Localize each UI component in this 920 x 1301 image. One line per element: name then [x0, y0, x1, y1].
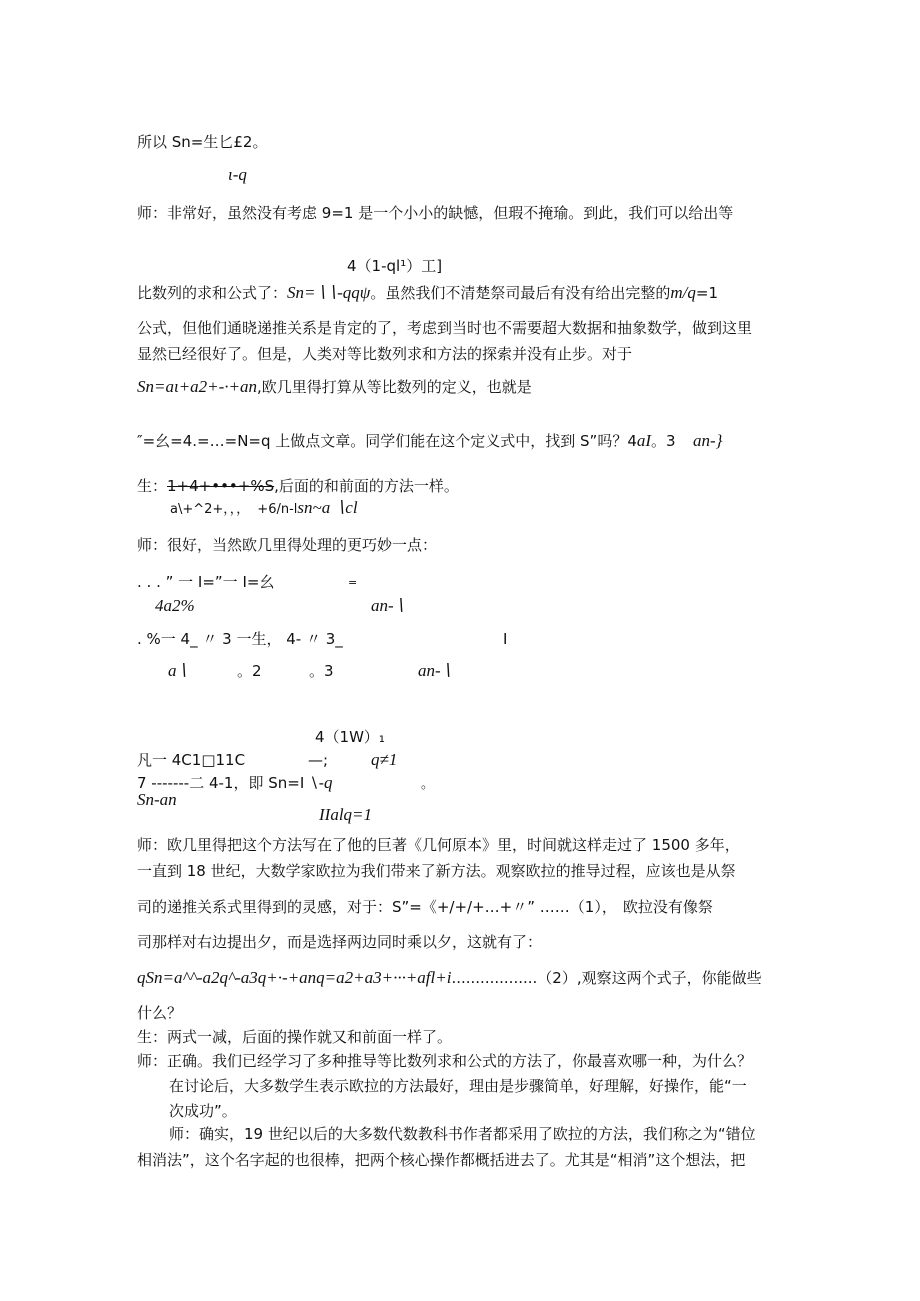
text-line: 师：确实，19 世纪以后的大多数代数教科书作者都采用了欧拉的方法，我们称之为“错位	[169, 1125, 756, 1143]
math-fragment: Sn=∖∖-qqψ	[287, 283, 371, 302]
text-span: 欧拉没有像祭	[622, 898, 713, 916]
text-fragment: 。2	[237, 662, 262, 680]
math-fragment: m/q	[670, 283, 696, 302]
math-fragment: an-}	[693, 431, 723, 450]
text-span: 7 -------二 4-1，即 Sn=I ∖-	[137, 774, 324, 792]
math-fragment: qSn=a^^-a2q^-a3q+·-+anq=a2+a3+···+afl+i	[137, 968, 452, 987]
text-line: 师：非常好，虽然没有考虑 9=1 是一个小小的缺憾，但瑕不掩瑜。到此，我们可以给出等	[137, 204, 734, 222]
text-line	[170, 498, 358, 520]
text-line: 师：欧几里得把这个方法写在了他的巨著《几何原本》里，时间就这样走过了 1500 多年，	[137, 836, 740, 854]
text-line: 相消法”，这个名字起的也很棒，把两个核心操作都概括进去了。尤其是“相消”这个想法，把	[137, 1151, 746, 1169]
text-line: 所以 Sn=生匕£2。	[137, 133, 268, 151]
math-fragment: q≠1	[371, 750, 398, 769]
text-line	[137, 897, 713, 917]
text-span: ,欧几里得打算从等比数列的定义，也就是	[257, 378, 532, 396]
math-fragment: aI	[636, 431, 652, 450]
math-fragment: a∖	[168, 661, 188, 680]
math-fragment: Sn=aι+a2+-·+an	[137, 377, 258, 396]
text-fragment: I	[503, 630, 508, 648]
text-line	[137, 377, 532, 397]
text-line: 一直到 18 世纪，大数学家欧拉为我们带来了新方法。观察欧拉的推导过程，应该也是从祭	[137, 862, 736, 880]
text-span: =1	[695, 284, 718, 302]
text-fragment: =	[348, 576, 358, 589]
text-fragment: —;	[308, 751, 329, 769]
math-fragment: ι-q	[228, 165, 247, 184]
text-span: ″=幺=4.=…=N=q 上做点文章。同学们能在这个定义式中，找到 S”吗？4	[137, 432, 637, 450]
formula-numerator: 4（1W）₁	[315, 728, 385, 746]
text-line	[137, 431, 676, 451]
text-line: 在讨论后，大多数学生表示欧拉的方法最好，理由是步骤简单，好理解，好操作，能“一	[169, 1077, 747, 1095]
text-span: 。3	[651, 432, 676, 450]
struck-formula: 1+4+•••+%S	[167, 477, 275, 495]
text-line	[137, 968, 762, 988]
text-line	[137, 283, 718, 303]
text-span: ,后面的和前面的方法一样。	[274, 477, 459, 495]
text-line: 司那样对右边提出夕，而是选择两边同时乘以夕，这就有了：	[137, 933, 543, 951]
text-fragment: 。3	[309, 662, 334, 680]
text-line: 师：正确。我们已经学习了多种推导等比数列求和公式的方法了，你最喜欢哪一种，为什么？	[137, 1052, 753, 1070]
text-span: 比数列的求和公式了：	[137, 284, 288, 302]
text-line	[137, 476, 459, 496]
math-fragment: an-∖	[371, 596, 405, 615]
text-line: 凡一 4C1□11C	[137, 751, 246, 769]
formula-numerator: 4（1-ql¹）工]	[347, 257, 443, 275]
math-fragment: sn~a ∖cl	[297, 498, 358, 517]
math-fragment: 4a2%	[155, 596, 195, 615]
text-span: 司的递推关系式里得到的灵感，对于：S”=《+/+/+…+〃” ……（1），	[137, 898, 617, 916]
text-line: . %一 4_ 〃 3 一生， 4- 〃 3_	[137, 630, 343, 648]
text-line: 生：两式一减，后面的操作就又和前面一样了。	[137, 1028, 453, 1046]
text-span: +6/n-l	[257, 502, 298, 517]
text-line: 什么？	[137, 1004, 183, 1022]
text-span: ..................（2）,观察这两个式子，你能做些	[451, 969, 762, 987]
text-line: 师：很好，当然欧几里得处理的更巧妙一点：	[137, 536, 438, 554]
math-fragment: IIalq=1	[319, 805, 373, 824]
text-line: 公式，但他们通晓递推关系是肯定的了，考虑到当时也不需要超大数据和抽象数学，做到这里	[137, 319, 753, 337]
text-line: 次成功”。	[169, 1102, 237, 1120]
math-fragment: Sn-an	[137, 790, 177, 809]
math-fragment: q	[324, 773, 333, 792]
text-span: a\+^2+，，，	[170, 502, 250, 517]
text-span: 生：	[137, 477, 168, 495]
text-fragment: 。	[421, 777, 435, 792]
text-line: . . . ” 一 I=”一 I=幺	[137, 573, 275, 591]
text-line: 显然已经很好了。但是，人类对等比数列求和方法的探索并没有止步。对于	[137, 345, 633, 363]
text-span: 。虽然我们不清楚祭司最后有没有给出完整的	[370, 284, 671, 302]
math-fragment: an-∖	[418, 661, 452, 680]
